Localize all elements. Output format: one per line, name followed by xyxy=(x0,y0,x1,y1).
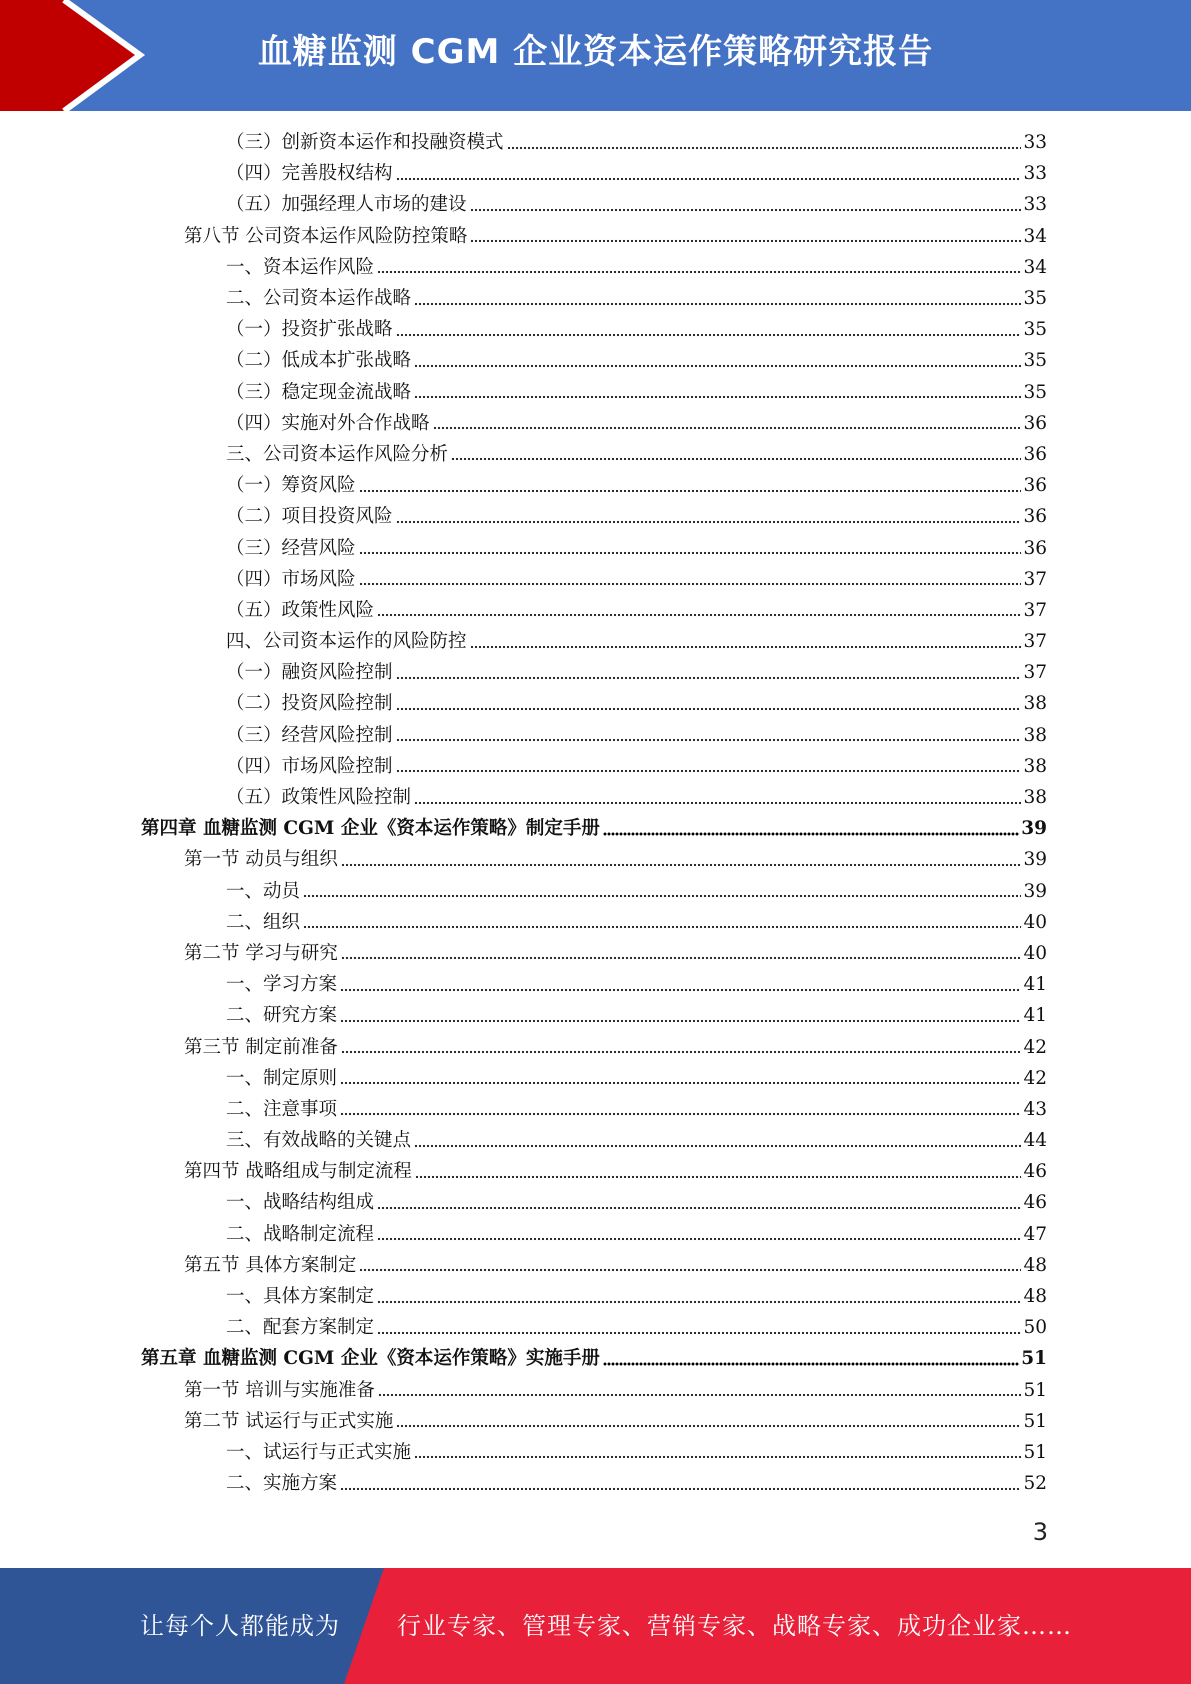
toc-dot-leader xyxy=(341,1049,1022,1055)
toc-entry-label: （二）项目投资风险 xyxy=(226,506,393,528)
toc-entry-label: （三）稳定现金流战略 xyxy=(226,381,412,403)
toc-dot-leader xyxy=(359,581,1022,587)
toc-entry[interactable] xyxy=(0,345,1047,376)
toc-entry[interactable] xyxy=(0,439,1047,470)
toc-entry-label: 第一节 培训与实施准备 xyxy=(184,1379,375,1401)
toc-entry-label: 第五节 具体方案制定 xyxy=(184,1254,357,1276)
toc-dot-leader xyxy=(414,1454,1021,1460)
toc-entry[interactable] xyxy=(0,813,1047,844)
toc-entry[interactable] xyxy=(0,158,1047,189)
toc-entry[interactable] xyxy=(0,907,1047,938)
toc-entry[interactable] xyxy=(0,1250,1047,1281)
toc-entry[interactable] xyxy=(0,938,1047,969)
toc-dot-leader xyxy=(340,1486,1021,1492)
toc-entry[interactable] xyxy=(0,501,1047,532)
toc-entry[interactable] xyxy=(0,751,1047,782)
toc-entry-page: 42 xyxy=(1023,1067,1047,1089)
toc-entry-label: 第五章 血糖监测 CGM 企业《资本运作策略》实施手册 xyxy=(141,1348,600,1370)
toc-dot-leader xyxy=(396,332,1022,338)
toc-entry[interactable] xyxy=(0,1468,1047,1499)
toc-entry[interactable] xyxy=(0,1156,1047,1187)
toc-dot-leader xyxy=(377,1205,1021,1211)
toc-dot-leader xyxy=(470,238,1021,244)
toc-dot-leader xyxy=(396,675,1022,681)
toc-entry[interactable] xyxy=(0,720,1047,751)
toc-entry-label: 第二节 试运行与正式实施 xyxy=(184,1410,394,1432)
toc-dot-leader xyxy=(433,425,1022,431)
footer-slogan-right: 行业专家、管理专家、营销专家、战略专家、成功企业家…… xyxy=(397,1612,1072,1640)
toc-entry[interactable] xyxy=(0,221,1047,252)
toc-entry-label: 一、制定原则 xyxy=(226,1067,338,1089)
toc-entry[interactable] xyxy=(0,1063,1047,1094)
toc-entry-page: 36 xyxy=(1023,506,1047,528)
toc-entry-label: （五）政策性风险 xyxy=(226,599,375,621)
toc-entry-page: 35 xyxy=(1023,319,1047,341)
toc-entry-label: （二）投资风险控制 xyxy=(226,693,393,715)
toc-entry-label: （四）市场风险 xyxy=(226,568,356,590)
toc-entry-label: 二、注意事项 xyxy=(226,1098,338,1120)
toc-entry-label: 二、组织 xyxy=(226,911,301,933)
toc-entry-page: 35 xyxy=(1023,288,1047,310)
toc-entry[interactable] xyxy=(0,969,1047,1000)
toc-entry[interactable] xyxy=(0,657,1047,688)
toc-dot-leader xyxy=(377,1236,1021,1242)
toc-entry-label: 二、配套方案制定 xyxy=(226,1317,375,1339)
toc-entry-page: 40 xyxy=(1023,911,1047,933)
toc-entry[interactable] xyxy=(0,1437,1047,1468)
toc-entry-page: 36 xyxy=(1023,412,1047,434)
toc-entry-page: 33 xyxy=(1023,132,1047,154)
toc-entry[interactable] xyxy=(0,314,1047,345)
toc-entry-page: 43 xyxy=(1023,1098,1047,1120)
toc-entry-page: 34 xyxy=(1023,225,1047,247)
page-header xyxy=(0,0,1191,111)
toc-entry[interactable] xyxy=(0,1219,1047,1250)
toc-dot-leader xyxy=(303,893,1021,899)
toc-entry-label: 三、公司资本运作风险分析 xyxy=(226,443,449,465)
toc-entry-page: 51 xyxy=(1023,1441,1047,1463)
toc-entry-page: 48 xyxy=(1023,1254,1047,1276)
toc-dot-leader xyxy=(378,1392,1022,1398)
toc-entry-page: 51 xyxy=(1023,1379,1047,1401)
toc-dot-leader xyxy=(340,1080,1021,1086)
toc-entry-label: （三）创新资本运作和投融资模式 xyxy=(226,132,504,154)
toc-entry[interactable] xyxy=(0,595,1047,626)
toc-dot-leader xyxy=(340,1018,1021,1024)
toc-entry-label: 四、公司资本运作的风险防控 xyxy=(226,631,467,653)
toc-entry-page: 48 xyxy=(1023,1286,1047,1308)
toc-entry-page: 36 xyxy=(1023,443,1047,465)
toc-entry[interactable] xyxy=(0,252,1047,283)
toc-entry-page: 35 xyxy=(1023,350,1047,372)
toc-dot-leader xyxy=(414,301,1021,307)
toc-dot-leader xyxy=(303,924,1021,930)
toc-dot-leader xyxy=(341,955,1022,961)
toc-entry[interactable] xyxy=(0,564,1047,595)
toc-entry-label: 一、试运行与正式实施 xyxy=(226,1441,412,1463)
toc-dot-leader xyxy=(603,831,1019,837)
toc-dot-leader xyxy=(396,706,1022,712)
toc-entry-page: 41 xyxy=(1023,1005,1047,1027)
toc-dot-leader xyxy=(359,1267,1021,1273)
toc-dot-leader xyxy=(396,1423,1021,1429)
toc-entry-page: 37 xyxy=(1023,631,1047,653)
toc-entry-label: 一、具体方案制定 xyxy=(226,1286,375,1308)
toc-entry-page: 42 xyxy=(1023,1036,1047,1058)
toc-entry-page: 38 xyxy=(1023,755,1047,777)
toc-entry-label: 二、公司资本运作战略 xyxy=(226,288,412,310)
toc-entry-label: 第四章 血糖监测 CGM 企业《资本运作策略》制定手册 xyxy=(141,818,600,840)
toc-entry[interactable] xyxy=(0,1281,1047,1312)
toc-entry[interactable] xyxy=(0,844,1047,875)
toc-entry-label: （一）融资风险控制 xyxy=(226,662,393,684)
toc-entry[interactable] xyxy=(0,189,1047,220)
toc-entry-label: （三）经营风险 xyxy=(226,537,356,559)
toc-entry-label: 一、战略结构组成 xyxy=(226,1192,375,1214)
toc-entry-page: 39 xyxy=(1021,818,1047,840)
toc-entry-label: 一、资本运作风险 xyxy=(226,256,375,278)
toc-entry-label: （四）市场风险控制 xyxy=(226,755,393,777)
toc-entry-page: 36 xyxy=(1023,537,1047,559)
toc-entry[interactable] xyxy=(0,127,1047,158)
toc-dot-leader xyxy=(507,145,1022,151)
toc-entry-label: 二、研究方案 xyxy=(226,1005,338,1027)
toc-entry-page: 46 xyxy=(1023,1161,1047,1183)
toc-entry-label: （五）加强经理人市场的建设 xyxy=(226,194,467,216)
toc-entry-label: 第一节 动员与组织 xyxy=(184,849,338,871)
toc-entry-page: 34 xyxy=(1023,256,1047,278)
toc-dot-leader xyxy=(470,207,1022,213)
toc-entry[interactable] xyxy=(0,408,1047,439)
toc-entry[interactable] xyxy=(0,1406,1047,1437)
toc-entry-label: （三）经营风险控制 xyxy=(226,724,393,746)
toc-entry-page: 51 xyxy=(1023,1410,1047,1432)
toc-entry-page: 33 xyxy=(1023,194,1047,216)
toc-entry[interactable] xyxy=(0,782,1047,813)
toc-dot-leader xyxy=(414,394,1021,400)
toc-entry[interactable] xyxy=(0,1312,1047,1343)
toc-entry-label: （四）完善股权结构 xyxy=(226,163,393,185)
toc-entry[interactable] xyxy=(0,876,1047,907)
toc-dot-leader xyxy=(340,1111,1021,1117)
toc-entry[interactable] xyxy=(0,1000,1047,1031)
toc-entry-page: 46 xyxy=(1023,1192,1047,1214)
page-number: 3 xyxy=(1032,1518,1048,1546)
toc-dot-leader xyxy=(396,737,1022,743)
toc-entry-page: 37 xyxy=(1023,568,1047,590)
toc-entry-label: 一、动员 xyxy=(226,880,301,902)
toc-entry-label: （二）低成本扩张战略 xyxy=(226,350,412,372)
toc-entry-page: 50 xyxy=(1023,1317,1047,1339)
toc-entry[interactable] xyxy=(0,283,1047,314)
toc-entry[interactable] xyxy=(0,1094,1047,1125)
toc-dot-leader xyxy=(359,550,1022,556)
toc-entry-page: 51 xyxy=(1021,1348,1047,1370)
toc-entry[interactable] xyxy=(0,626,1047,657)
toc-dot-leader xyxy=(415,1174,1022,1180)
toc-entry-label: 第八节 公司资本运作风险防控策略 xyxy=(184,225,468,247)
toc-entry-page: 39 xyxy=(1023,880,1047,902)
toc-entry-page: 37 xyxy=(1023,662,1047,684)
toc-dot-leader xyxy=(414,363,1021,369)
toc-dot-leader xyxy=(340,987,1021,993)
toc-entry-page: 33 xyxy=(1023,163,1047,185)
toc-entry-label: （五）政策性风险控制 xyxy=(226,787,412,809)
toc-entry-label: 三、有效战略的关键点 xyxy=(226,1130,412,1152)
toc-entry[interactable] xyxy=(0,470,1047,501)
toc-entry-page: 38 xyxy=(1023,693,1047,715)
toc-dot-leader xyxy=(359,488,1022,494)
toc-entry-page: 38 xyxy=(1023,724,1047,746)
toc-dot-leader xyxy=(414,1143,1021,1149)
toc-entry[interactable] xyxy=(0,1125,1047,1156)
toc-entry-label: 第四节 战略组成与制定流程 xyxy=(184,1161,412,1183)
toc-dot-leader xyxy=(396,519,1022,525)
toc-dot-leader xyxy=(414,800,1021,806)
toc-entry[interactable] xyxy=(0,688,1047,719)
toc-entry-page: 35 xyxy=(1023,381,1047,403)
toc-entry-label: 第二节 学习与研究 xyxy=(184,942,338,964)
toc-dot-leader xyxy=(396,768,1022,774)
toc-entry-label: 一、学习方案 xyxy=(226,974,338,996)
toc-dot-leader xyxy=(377,269,1021,275)
toc-dot-leader xyxy=(341,862,1022,868)
table-of-contents xyxy=(0,127,1191,1499)
toc-entry[interactable] xyxy=(0,1187,1047,1218)
toc-entry-label: （一）投资扩张战略 xyxy=(226,319,393,341)
toc-dot-leader xyxy=(603,1361,1019,1367)
toc-entry-label: （四）实施对外合作战略 xyxy=(226,412,430,434)
toc-entry-label: 第三节 制定前准备 xyxy=(184,1036,338,1058)
page-footer xyxy=(0,1568,1191,1684)
toc-entry[interactable] xyxy=(0,377,1047,408)
toc-entry-label: 二、战略制定流程 xyxy=(226,1223,375,1245)
toc-entry-page: 44 xyxy=(1023,1130,1047,1152)
toc-dot-leader xyxy=(451,456,1021,462)
toc-entry-page: 47 xyxy=(1023,1223,1047,1245)
toc-entry-page: 38 xyxy=(1023,787,1047,809)
document-title: 血糖监测 CGM 企业资本运作策略研究报告 xyxy=(257,32,934,72)
toc-entry-page: 39 xyxy=(1023,849,1047,871)
toc-dot-leader xyxy=(377,1299,1021,1305)
toc-dot-leader xyxy=(396,176,1022,182)
toc-entry-page: 37 xyxy=(1023,599,1047,621)
toc-dot-leader xyxy=(377,1330,1021,1336)
toc-entry[interactable] xyxy=(0,532,1047,563)
toc-entry-label: （一）筹资风险 xyxy=(226,475,356,497)
toc-entry[interactable] xyxy=(0,1375,1047,1406)
footer-slogan-left: 让每个人都能成为 xyxy=(140,1612,340,1640)
toc-dot-leader xyxy=(377,612,1021,618)
toc-dot-leader xyxy=(470,644,1022,650)
toc-entry-label: 二、实施方案 xyxy=(226,1473,338,1495)
toc-entry[interactable] xyxy=(0,1343,1047,1374)
toc-entry[interactable] xyxy=(0,1031,1047,1062)
toc-entry-page: 40 xyxy=(1023,942,1047,964)
toc-entry-page: 36 xyxy=(1023,475,1047,497)
toc-entry-page: 52 xyxy=(1023,1473,1047,1495)
toc-entry-page: 41 xyxy=(1023,974,1047,996)
